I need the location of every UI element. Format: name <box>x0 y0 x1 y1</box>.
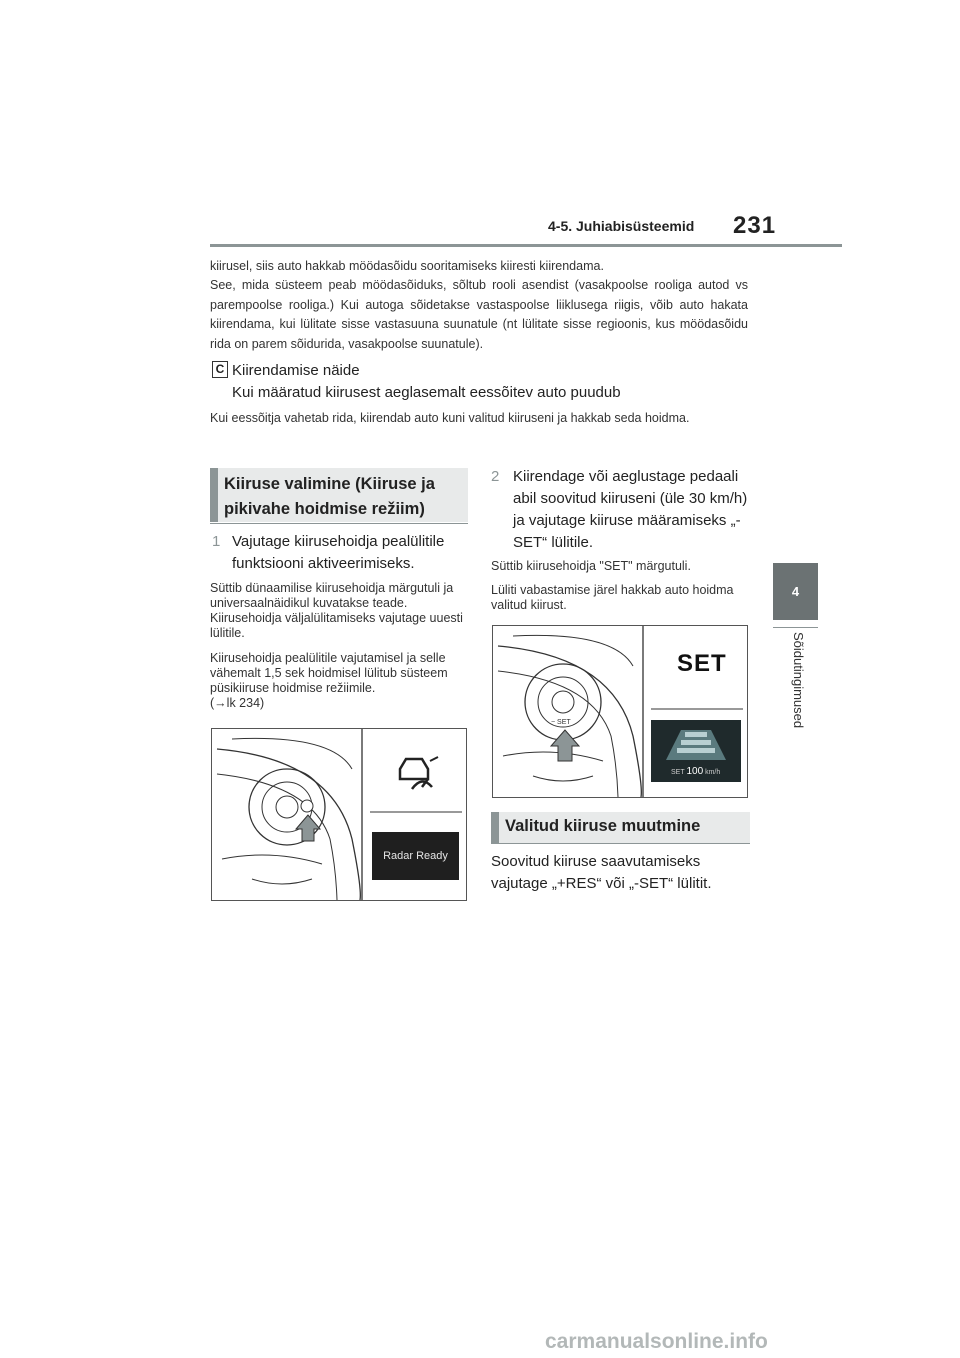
heading-change-speed <box>491 812 750 843</box>
header-rule <box>210 244 842 247</box>
step-1-note-ref: (→lk 234) <box>210 696 265 710</box>
step-2-text: Kiirendage või aeglustage pedaali abil soovitud kiiruseni (üle 30 km/h) ja vajutage kiiruse määramiseks „-SET“ lülitile. <box>513 468 748 551</box>
example-letter-badge: C <box>212 361 228 378</box>
intro-paragraph-1: kiirusel, siis auto hakkab möödasõidu sooritamiseks kiiresti kiirendama. <box>210 259 604 273</box>
heading-underline <box>210 523 468 524</box>
intro-paragraph-2: See, mida süsteem peab möödasõiduks, sõltub rooli asendist (vasakpoolse rooliga autod vs parempoolse rooliga.) Kui autoga sõidetakse vastaspoolse liiklusega riigis, võib auto hakata kiirendama, kui lülitate sisse vastasuuna suunatule (nt lülitate sisse regioonis, kus möödasõidu rida on parem sõidurida, vasakpoolse suunatule). <box>210 278 748 351</box>
speed-display <box>651 720 741 782</box>
heading-change-underline <box>491 843 750 844</box>
step-2-note-2: Lüliti vabastamise järel hakkab auto hoidma valitud kiirust. <box>491 583 734 612</box>
step-1-text: Vajutage kiirusehoidja pealülitile funktsiooni aktiveerimiseks. <box>232 533 445 572</box>
road-lanes-icon <box>651 720 741 764</box>
figure-set-switch <box>492 625 748 798</box>
dynamic-cruise-icon <box>400 757 438 789</box>
example-title: Kiirendamise näide <box>232 362 360 379</box>
change-speed-text: Soovitud kiiruse saavutamiseks vajutage „+RES“ või „-SET“ lülitit. <box>491 853 712 892</box>
set-switch-label: − SET <box>551 719 571 726</box>
chapter-tab-rule <box>773 627 818 628</box>
section-title: 4-5. Juhiabisüsteemid <box>548 218 695 234</box>
chapter-tab-label: Sõidutingimused <box>791 632 806 729</box>
step-2-number: 2 <box>491 468 500 485</box>
step-2-note-1: Süttib kiirusehoidja "SET" märgutuli. <box>491 559 691 573</box>
heading-speed-select-text: Kiiruse valimine (Kiiruse ja pikivahe hoidmise režiim) <box>224 475 435 518</box>
example-text: Kui eessõitja vahetab rida, kiirendab auto kuni valitud kiiruseni ja hakkab seda hoidma. <box>210 411 690 425</box>
radar-ready-display: Radar Ready <box>372 832 459 880</box>
step-1-number: 1 <box>212 533 221 550</box>
chapter-tab: 4 <box>773 563 818 620</box>
set-indicator-text: SET <box>677 650 727 677</box>
example-subtitle: Kui määratud kiirusest aeglasemalt eessõitev auto puudub <box>232 384 621 401</box>
step-1-note-1: Süttib dünaamilise kiirusehoidja märgutuli ja universaalnäidikul kuvatakse teade. Kiirusehoidja väljalülitamiseks vajutage uuesti lülitile. <box>210 581 463 640</box>
speed-readout: SET 100 km/h <box>671 766 721 777</box>
figure-main-switch <box>211 728 467 901</box>
heading-change-speed-text: Valitud kiiruse muutmine <box>505 817 701 835</box>
watermark: carmanualsonline.info <box>545 1330 768 1353</box>
page-number: 231 <box>733 212 777 239</box>
step-1-note-2: Kiirusehoidja pealülitile vajutamisel ja selle vähemalt 1,5 sek hoidmisel lülitub süsteem püsikiiruse hoidmise režiimile. <box>210 651 448 695</box>
heading-speed-select <box>210 468 468 522</box>
